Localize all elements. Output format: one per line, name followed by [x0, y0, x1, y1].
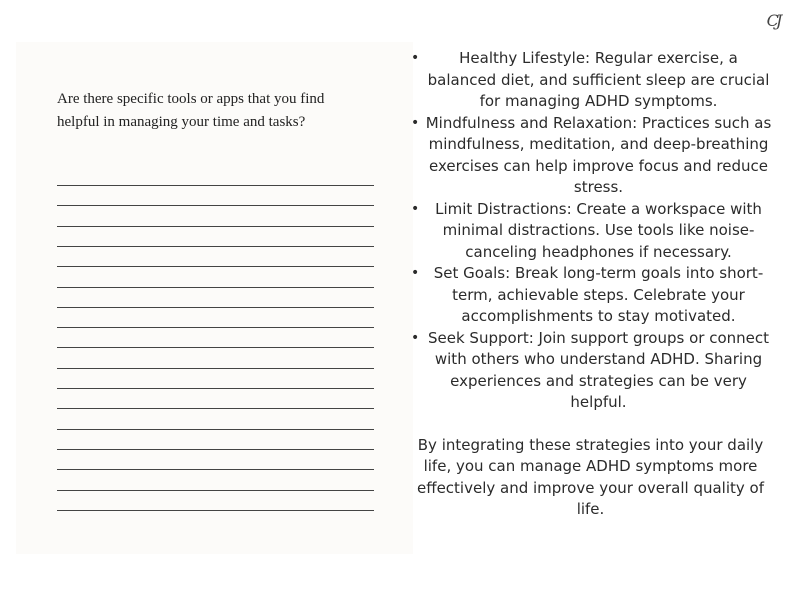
bullet-icon: •	[411, 265, 420, 281]
writing-line	[57, 408, 374, 409]
bullet-icon: •	[411, 114, 420, 131]
tips-column	[408, 48, 773, 521]
bullet-icon: •	[411, 50, 420, 66]
writing-line	[57, 266, 374, 267]
logo: CJ	[766, 11, 780, 30]
writing-line	[57, 510, 374, 511]
journal-question: Are there specific tools or apps that you find helpful in managing your time and tasks?	[57, 91, 325, 130]
writing-line	[57, 226, 374, 227]
bullet-icon: •	[411, 329, 420, 346]
writing-line	[57, 185, 374, 186]
writing-line	[57, 307, 374, 308]
writing-line	[57, 205, 374, 206]
writing-line	[57, 287, 374, 288]
tip-item	[408, 199, 773, 264]
bullet-icon: •	[411, 200, 420, 217]
tip-item	[408, 113, 773, 199]
tip-text: Mindfulness and Relaxation: Practices such as mindfulness, meditation, and deep-breathing exercises can help improve focus and reduce stress.	[425, 113, 772, 196]
writing-line	[57, 368, 374, 369]
tip-item	[408, 48, 773, 113]
writing-line	[57, 388, 374, 389]
writing-line	[57, 327, 374, 328]
writing-line	[57, 429, 374, 430]
writing-line	[57, 449, 374, 450]
writing-line	[57, 347, 374, 348]
tips-list	[408, 48, 773, 414]
tip-text: Healthy Lifestyle: Regular exercise, a balanced diet, and sufficient sleep are crucial for managing ADHD symptoms.	[427, 49, 770, 110]
tip-text: Limit Distractions: Create a workspace with minimal distractions. Use tools like noise-canceling headphones if necessary.	[435, 199, 762, 261]
writing-line	[57, 246, 374, 247]
tip-text: Seek Support: Join support groups or connect with others who understand ADHD. Sharing experiences and strategies can be very helpful.	[427, 328, 769, 411]
tip-item	[408, 328, 773, 414]
tip-item	[408, 263, 773, 328]
writing-line	[57, 469, 374, 470]
writing-line	[57, 490, 374, 491]
tip-text: Set Goals: Break long-term goals into short-term, achievable steps. Celebrate your accomplishments to stay motivated.	[433, 264, 764, 325]
conclusion-paragraph: By integrating these strategies into your daily life, you can manage ADHD symptoms more effectively and improve your overall quality of life.	[417, 435, 764, 518]
